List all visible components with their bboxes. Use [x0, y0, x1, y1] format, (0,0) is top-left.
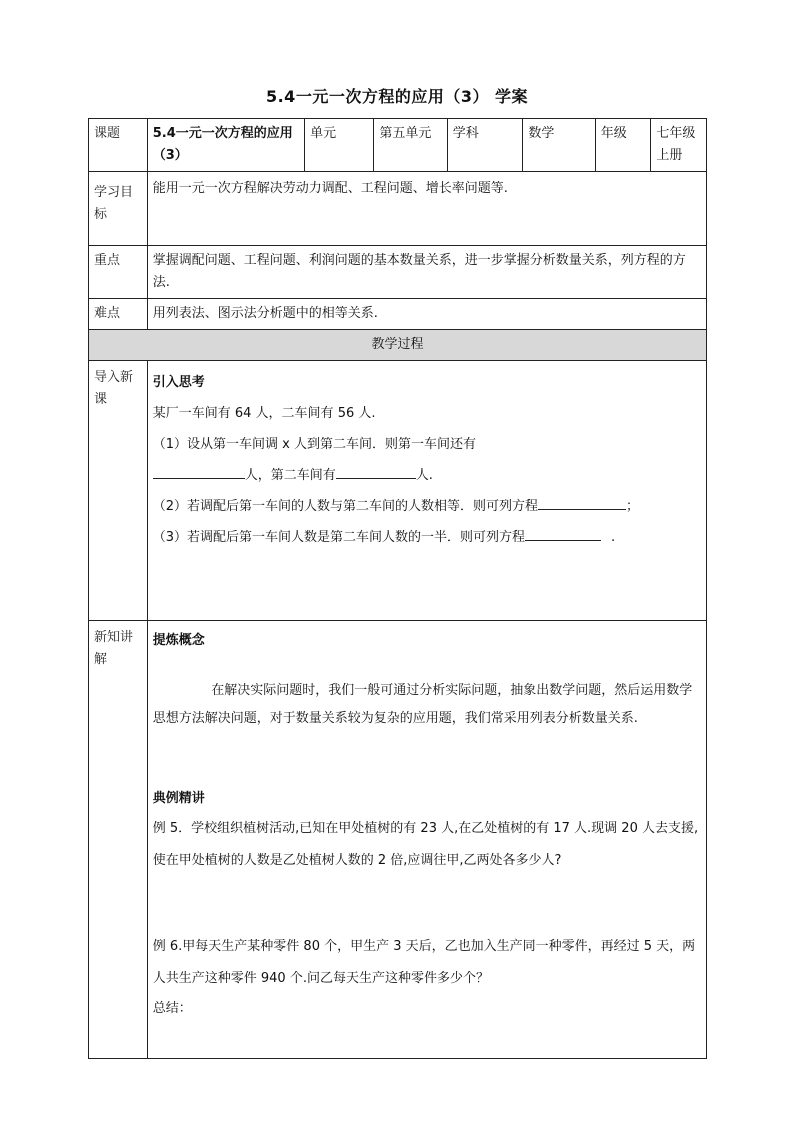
example-6: 例 6.甲每天生产某种零件 80 个，甲生产 3 天后，乙也加入生产同一种零件，再经过 5 天，两人共生产这种零件 940 个.问乙每天生产这种零件多少个？: [152, 939, 696, 986]
subject-value: 数学: [523, 119, 595, 172]
example-5: 例 5．学校组织植树活动,已知在甲处植树的有 23 人,在乙处植树的有 17 人.现调 20 人去支援,使在甲处植树的人数是乙处植树人数的 2 倍,应调往甲,乙两处各多少人?: [152, 821, 699, 868]
intro-q1-cont: [153, 460, 701, 491]
examples-heading: 典例精讲: [152, 791, 205, 806]
intro-q3-end: .: [611, 530, 616, 545]
difficulty-row: [89, 299, 707, 330]
newknow-row: [89, 621, 707, 1059]
newknow-content: [147, 621, 706, 1059]
unit-value: 第五单元: [374, 119, 447, 172]
goals-text: 能用一元一次方程解决劳动力调配、工程问题、增长率问题等.: [147, 172, 706, 246]
difficulty-label: 难点: [89, 299, 148, 330]
intro-q2: [153, 491, 701, 522]
key-text: 掌握调配问题、工程问题、利润问题的基本数量关系，进一步掌握分析数量关系，列方程的方法.: [147, 246, 706, 299]
intro-q1-text: （1）设从第一车间调 x 人到第二车间．则第一车间还有: [152, 437, 476, 452]
intro-q3: [153, 522, 701, 553]
answer-blank[interactable]: [336, 464, 416, 479]
intro-row: [89, 361, 707, 621]
intro-q1-b: 人，第二车间有: [244, 468, 336, 483]
course-value: 5.4一元一次方程的应用（3）: [147, 119, 304, 172]
key-label: 重点: [89, 246, 148, 299]
info-row: [89, 119, 707, 172]
intro-q1-c: 人.: [415, 468, 433, 483]
answer-blank[interactable]: [538, 495, 626, 510]
lesson-plan-table: [88, 118, 707, 1059]
intro-q2-text: （2）若调配后第一车间的人数与第二车间的人数相等．则可列方程: [152, 499, 539, 514]
answer-blank[interactable]: [153, 464, 245, 479]
difficulty-text: 用列表法、图示法分析题中的相等关系.: [147, 299, 706, 330]
concept-heading: 提炼概念: [152, 633, 205, 648]
concept-text: 在解决实际问题时，我们一般可通过分析实际问题，抽象出数学问题，然后运用数学思想方法解决问题，对于数量关系较为复杂的应用题，我们常采用列表分析数量关系.: [152, 683, 693, 726]
intro-line1: 某厂一车间有 64 人，二车间有 56 人.: [152, 406, 376, 421]
page-title: 5.4一元一次方程的应用（3） 学案: [265, 87, 529, 106]
intro-label: 导入新课: [89, 361, 148, 621]
intro-q2-end: ；: [626, 499, 640, 514]
answer-blank[interactable]: [525, 526, 601, 541]
goals-label: 学习目标: [89, 172, 148, 246]
grade-label: 年级: [595, 119, 651, 172]
summary-label: 总结：: [152, 1001, 192, 1016]
process-header-row: [89, 330, 707, 361]
intro-heading: 引入思考: [152, 375, 205, 390]
newknow-label: 新知讲解: [89, 621, 148, 1059]
goals-row: [89, 172, 707, 246]
intro-q3-text: （3）若调配后第一车间人数是第二车间人数的一半．则可列方程: [152, 530, 526, 545]
intro-content: [147, 361, 706, 621]
course-label: 课题: [89, 119, 148, 172]
grade-value: 七年级上册: [651, 119, 707, 172]
subject-label: 学科: [447, 119, 523, 172]
unit-label: 单元: [305, 119, 374, 172]
process-header: 教学过程: [89, 330, 707, 361]
key-row: [89, 246, 707, 299]
intro-q1: [153, 429, 701, 460]
